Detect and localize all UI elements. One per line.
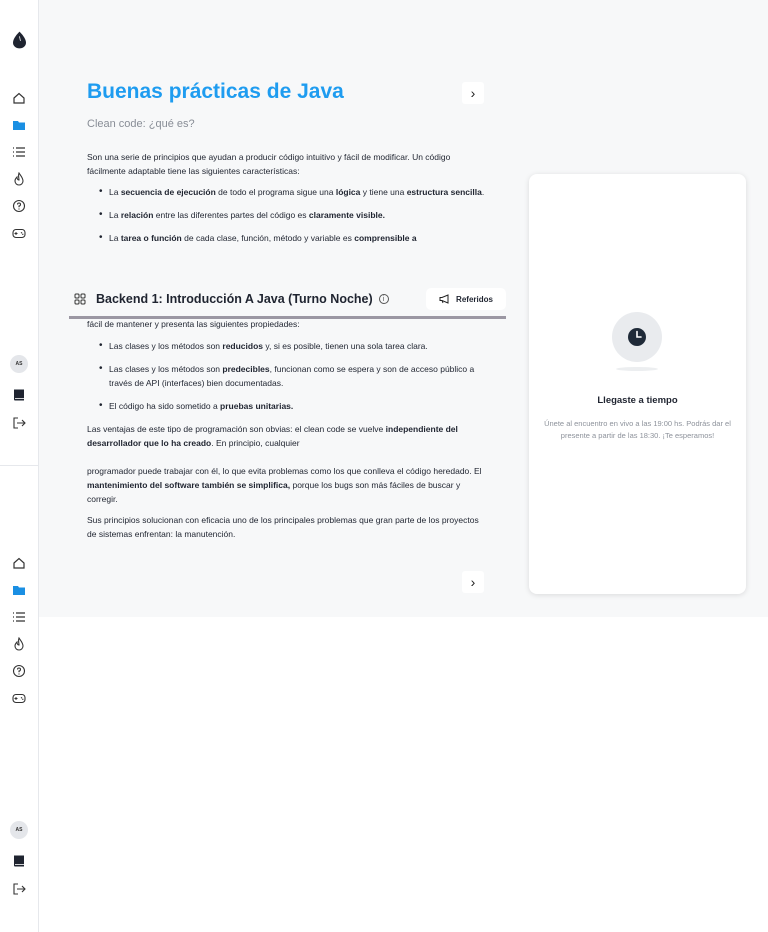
list-item: • El código ha sido sometido a pruebas unitarias. xyxy=(87,399,487,413)
characteristics-list xyxy=(87,185,487,245)
course-title: Backend 1: Introducción A Java (Turno Noche) xyxy=(96,292,373,306)
next-button[interactable] xyxy=(462,82,484,104)
card-text: Únete al encuentro en vivo a las 19:00 hs. Podrás dar el presente a partir de las 18:30. ¡Te esperamos! xyxy=(544,419,731,440)
referrals-label: Referidos xyxy=(456,294,493,304)
next-button-bottom[interactable] xyxy=(462,571,484,593)
sidebar-divider xyxy=(0,465,39,466)
home-icon[interactable] xyxy=(9,88,29,108)
megaphone-icon xyxy=(439,294,451,304)
book-icon[interactable] xyxy=(9,385,29,405)
list-item: • Las clases y los métodos son predecibles, funcionan como se espera y son de acceso público a través de API (interfaces) bien documentadas. xyxy=(87,362,487,390)
clock-icon xyxy=(627,327,647,347)
list-icon[interactable] xyxy=(9,607,29,627)
help-icon[interactable] xyxy=(9,661,29,681)
avatar[interactable]: AS xyxy=(10,821,28,839)
logo-icon[interactable] xyxy=(9,30,29,50)
folder-icon[interactable] xyxy=(9,580,29,600)
avatar[interactable]: AS xyxy=(10,355,28,373)
grid-icon[interactable] xyxy=(74,293,86,305)
sidebar xyxy=(0,0,39,932)
logout-icon[interactable] xyxy=(9,879,29,899)
home-icon[interactable] xyxy=(9,553,29,573)
live-session-card xyxy=(529,174,746,594)
gamepad-icon[interactable] xyxy=(9,223,29,243)
maintenance-paragraph: programador puede trabajar con él, lo que evita problemas como los que conlleva el código heredado. El mantenimiento del software también se simplifica, porque los bugs son más fáciles de buscar y corregir. xyxy=(87,466,482,504)
folder-icon[interactable] xyxy=(9,115,29,135)
referrals-button[interactable] xyxy=(426,288,506,310)
course-bar xyxy=(69,282,506,316)
continued-paragraph: fácil de mantener y presenta las siguientes propiedades: xyxy=(87,319,300,329)
lesson-area xyxy=(39,0,768,617)
clock-badge xyxy=(612,312,662,362)
lesson-content-bottom xyxy=(87,317,487,548)
card-title: Llegaste a tiempo xyxy=(597,395,678,406)
list-item: • Las clases y los métodos son reducidos y, si es posible, tienen una sola tarea clara. xyxy=(87,339,487,353)
help-icon[interactable] xyxy=(9,196,29,216)
gamepad-icon[interactable] xyxy=(9,688,29,708)
list-item: • La secuencia de ejecución de todo el programa sigue una lógica y tiene una estructura sencilla. xyxy=(87,185,487,199)
book-icon[interactable] xyxy=(9,851,29,871)
list-item: • La tarea o función de cada clase, función, método y variable es comprensible a xyxy=(87,231,487,245)
lesson-subtitle: Clean code: ¿qué es? xyxy=(87,118,195,130)
chevron-right-icon: › xyxy=(470,574,476,590)
properties-list xyxy=(87,339,487,413)
chevron-right-icon: › xyxy=(470,85,476,101)
lesson-content-top xyxy=(87,150,487,254)
lesson-title: Buenas prácticas de Java xyxy=(87,80,344,103)
list-icon[interactable] xyxy=(9,142,29,162)
advantages-paragraph: Las ventajas de este tipo de programación son obvias: el clean code se vuelve independiente del desarrollador que lo ha creado. En principio, cualquier xyxy=(87,424,458,448)
intro-paragraph: Son una serie de principios que ayudan a producir código intuitivo y fácil de modificar. Un código fácilmente adaptable tiene las siguientes características: xyxy=(87,152,451,176)
fire-icon[interactable] xyxy=(9,634,29,654)
list-item: • La relación entre las diferentes partes del código es claramente visible. xyxy=(87,208,487,222)
fire-icon[interactable] xyxy=(9,169,29,189)
clock-shadow xyxy=(616,367,658,371)
principles-paragraph: Sus principios solucionan con eficacia uno de los principales problemas que gran parte de los proyectos de sistemas enfrentan: la manutención. xyxy=(87,515,479,539)
logout-icon[interactable] xyxy=(9,413,29,433)
info-icon[interactable]: i xyxy=(379,294,389,304)
